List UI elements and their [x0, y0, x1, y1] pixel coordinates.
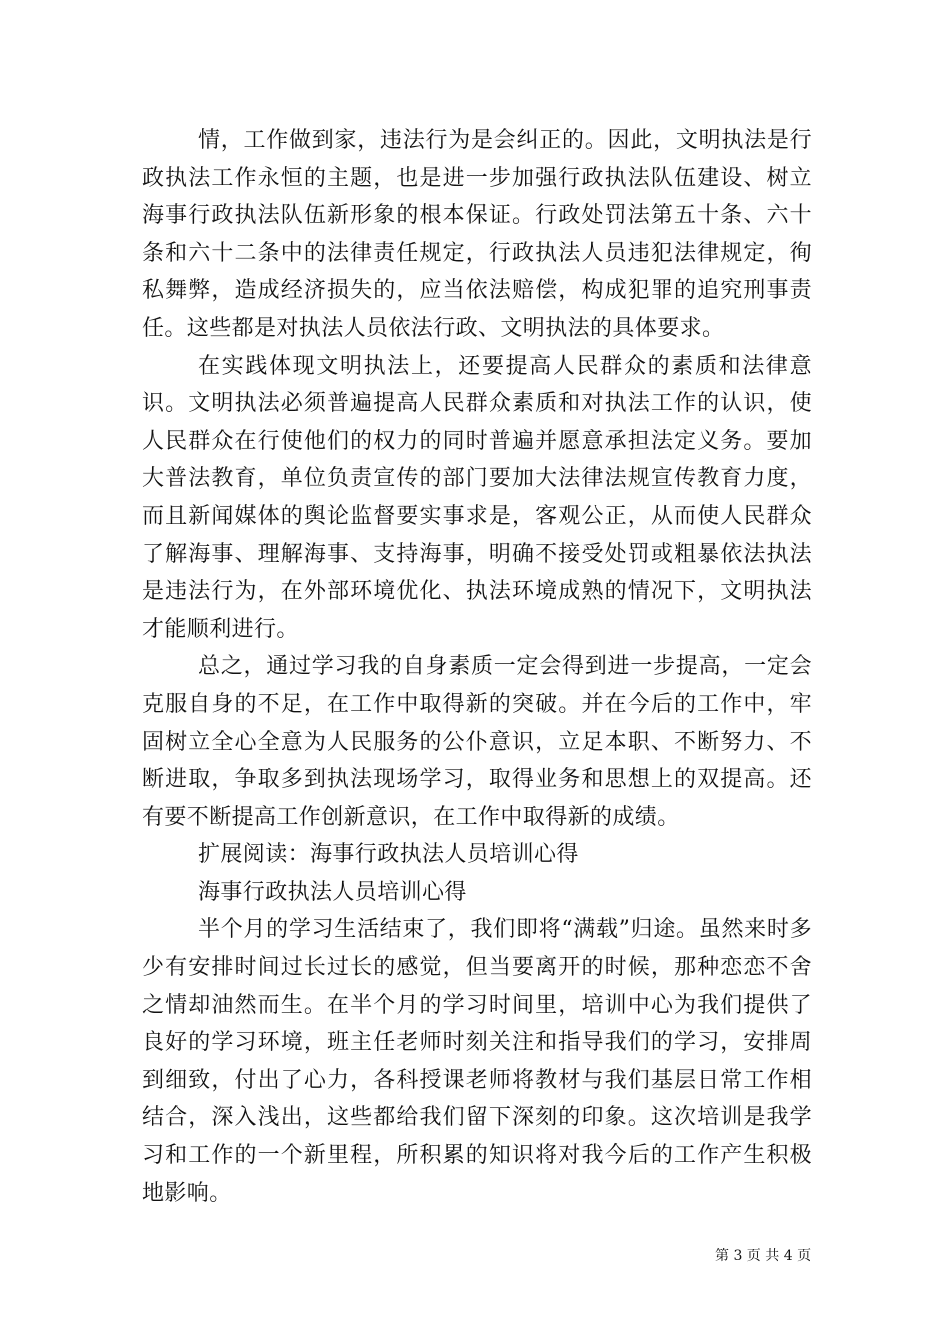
paragraph-continuation: 情，工作做到家，违法行为是会纠正的。因此，文明执法是行政执法工作永恒的主题，也是进一步加强行政执法队伍建设、树立海事行政执法队伍新形象的根本保证。行政处罚法第五十条、六十条和六十二条中的法律责任规定，行政执法人员违犯法律规定，徇私舞弊，造成经济损失的，应当依法赔偿，构成犯罪的追究刑事责任。这些都是对执法人员依法行政、文明执法的具体要求。 — [142, 128, 812, 341]
extended-reading-heading: 扩展阅读：海事行政执法人员培训心得 — [198, 842, 579, 868]
paragraph-conclusion: 总之，通过学习我的自身素质一定会得到进一步提高，一定会克服自身的不足，在工作中取得新的突破。并在今后的工作中，牢固树立全心全意为人民服务的公仆意识，立足本职、不断努力、不断进取，争取多到执法现场学习，取得业务和思想上的双提高。还有要不断提高工作创新意识，在工作中取得新的成绩。 — [142, 654, 812, 830]
page-number-footer: 第 3 页 共 4 页 — [715, 1248, 812, 1264]
article-title: 海事行政执法人员培训心得 — [198, 879, 467, 905]
paragraph-civilized-enforcement: 在实践体现文明执法上，还要提高人民群众的素质和法律意识。文明执法必须普遍提高人民群众素质和对执法工作的认识，使人民群众在行使他们的权力的同时普遍并愿意承担法定义务。要加大普法教育，单位负责宣传的部门要加大法律法规宣传教育力度，而且新闻媒体的舆论监督要实事求是，客观公正，从而使人民群众了解海事、理解海事、支持海事，明确不接受处罚或粗暴依法执法是违法行为，在外部环境优化、执法环境成熟的情况下，文明执法才能顺利进行。 — [142, 353, 812, 642]
paragraph-training-experience: 半个月的学习生活结束了，我们即将“满载”归途。虽然来时多少有安排时间过长过长的感觉，但当要离开的时候，那种恋恋不舍之情却油然而生。在半个月的学习时间里，培训中心为我们提供了良好的学习环境，班主任老师时刻关注和指导我们的学习，安排周到细致，付出了心力，各科授课老师将教材与我们基层日常工作相结合，深入浅出，这些都给我们留下深刻的印象。这次培训是我学习和工作的一个新里程，所积累的知识将对我今后的工作产生积极地影响。 — [142, 917, 812, 1206]
document-body — [142, 122, 812, 1212]
